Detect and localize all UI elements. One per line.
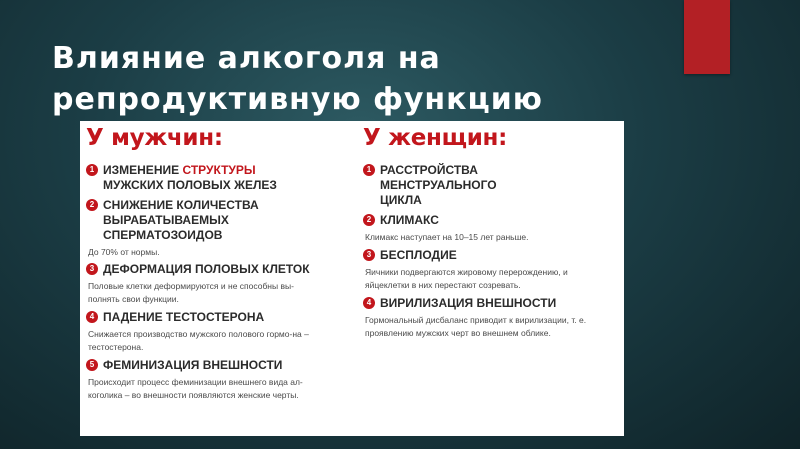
- item-title: РАССТРОЙСТВА МЕНСТРУАЛЬНОГО ЦИКЛА: [380, 163, 497, 207]
- item-title: СНИЖЕНИЕ КОЛИЧЕСТВА ВЫРАБАТЫВАЕМЫХ СПЕРМАТОЗОИДОВ: [103, 198, 259, 242]
- women-item-3: [363, 248, 618, 263]
- item-note: Климакс наступает на 10–15 лет раньше.: [365, 232, 529, 242]
- number-badge-icon: 2: [86, 199, 98, 211]
- accent-bar: [684, 0, 730, 74]
- number-badge-icon: 3: [363, 249, 375, 261]
- number-badge-icon: 4: [363, 297, 375, 309]
- men-item-1: [86, 163, 351, 193]
- number-badge-icon: 1: [363, 164, 375, 176]
- women-heading: У женщин:: [363, 125, 508, 151]
- item-title: ДЕФОРМАЦИЯ ПОЛОВЫХ КЛЕТОК: [103, 262, 310, 276]
- women-item-1: [363, 163, 618, 208]
- number-badge-icon: 2: [363, 214, 375, 226]
- item-note: Яичники подвергаются жировому перерождению, и яйцеклетки в них перестают созревать.: [365, 267, 568, 290]
- number-badge-icon: 5: [86, 359, 98, 371]
- women-item-4: [363, 296, 618, 311]
- men-item-3: [86, 262, 351, 277]
- item-title-part: МУЖСКИХ ПОЛОВЫХ ЖЕЛЕЗ: [103, 178, 277, 192]
- item-title: [103, 163, 277, 193]
- slide-title-line-2: репродуктивную функцию: [52, 82, 543, 117]
- item-note: До 70% от нормы.: [88, 247, 160, 257]
- slide-title-line-1: Влияние алкоголя на: [52, 41, 441, 76]
- women-item-2: [363, 213, 618, 228]
- number-badge-icon: 4: [86, 311, 98, 323]
- item-note: Происходит процесс феминизации внешнего вида ал-коголика – во внешности появляются женские черты.: [88, 377, 303, 400]
- item-note: Снижается производство мужского полового гормо-на – тестостерона.: [88, 329, 309, 352]
- men-heading: У мужчин:: [86, 125, 223, 151]
- slide-title: [52, 38, 652, 120]
- item-title-highlight: СТРУКТУРЫ: [182, 163, 256, 177]
- number-badge-icon: 3: [86, 263, 98, 275]
- men-item-5: [86, 358, 351, 373]
- item-note: Гормональный дисбаланс приводит к вирилизации, т. е. проявлению мужских черт во внешнем облике.: [365, 315, 587, 338]
- men-item-2: [86, 198, 351, 243]
- item-title-part: ИЗМЕНЕНИЕ: [103, 163, 183, 177]
- infographic-card: [80, 121, 624, 436]
- item-title: ФЕМИНИЗАЦИЯ ВНЕШНОСТИ: [103, 358, 283, 372]
- men-column: [86, 121, 351, 402]
- item-note: Половые клетки деформируются и не способны вы-полнять свои функции.: [88, 281, 294, 304]
- item-title: ВИРИЛИЗАЦИЯ ВНЕШНОСТИ: [380, 296, 557, 310]
- women-column: [363, 121, 618, 340]
- item-title: ПАДЕНИЕ ТЕСТОСТЕРОНА: [103, 310, 265, 324]
- item-title: КЛИМАКС: [380, 213, 439, 227]
- item-title: БЕСПЛОДИЕ: [380, 248, 457, 262]
- men-item-4: [86, 310, 351, 325]
- number-badge-icon: 1: [86, 164, 98, 176]
